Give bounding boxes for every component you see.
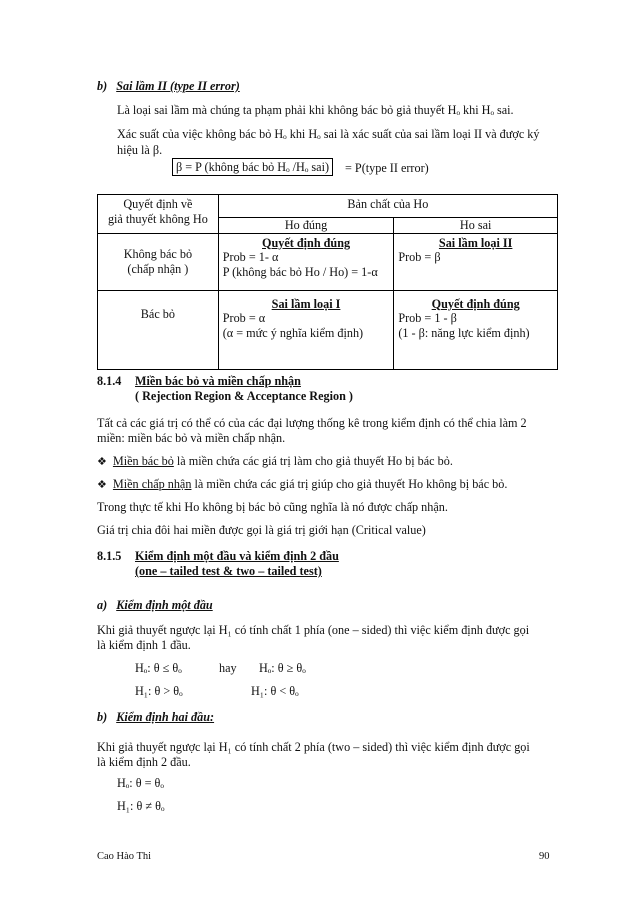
table-header-row [98, 195, 558, 218]
section-prefix: a) [97, 598, 108, 612]
decision-table [97, 194, 558, 370]
cell-title: Sai lầm loại I [271, 296, 341, 311]
beta-formula-box: β = P (không bác bỏ Hₒ /Hₒ sai) [172, 158, 333, 176]
bullet-term: Miền chấp nhận [112, 477, 192, 491]
cell-type2-error [394, 233, 558, 290]
hypothesis: Hₒ: θ ≤ θₒ [135, 661, 182, 675]
paragraph-line: là kiểm định 2 đầu. [97, 755, 191, 769]
bullet-item [97, 477, 507, 492]
cell-line: Prob = 1- α [222, 250, 279, 264]
paragraph-line: hiệu là β. [117, 143, 163, 157]
section-814-heading [97, 374, 301, 388]
section-subtitle: ( Rejection Region & Acceptance Region ) [135, 389, 353, 403]
cell-correct-decision [218, 233, 394, 290]
beta-formula-rest: = P(type II error) [345, 161, 429, 175]
header-decision-line: giả thuyết không Ho [107, 211, 208, 226]
footer-author: Cao Hào Thi [97, 851, 152, 862]
hypothesis: H₁: θ < θₒ [251, 684, 299, 698]
bullet-item [97, 454, 453, 469]
diamond-bullet-icon: ❖ [97, 455, 107, 468]
section-b2-heading [97, 710, 214, 724]
hypothesis: Hₒ: θ = θₒ [117, 776, 164, 790]
row-label-reject: Bác bỏ [98, 290, 219, 369]
section-title: Miền bác bỏ và miền chấp nhận [135, 374, 301, 388]
diamond-bullet-icon: ❖ [97, 478, 107, 491]
table-row [98, 233, 558, 290]
hay-word: hay [219, 661, 237, 675]
row-label-accept [98, 233, 219, 290]
cell-title: Sai lầm loại II [438, 235, 513, 250]
section-b-heading [97, 79, 240, 93]
bullet-text: là miền chứa các giá trị làm cho giả thuyết Ho bị bác bỏ. [173, 454, 453, 468]
header-nature-cell: Bản chất của Ho [218, 195, 557, 218]
paragraph-line: Tất cả các giá trị có thể có của các đại lượng thống kê trong kiểm định có thể chia làm 2 [97, 416, 527, 430]
row-label-line: Không bác bỏ [123, 247, 193, 261]
row-label-line: (chấp nhận ) [127, 261, 189, 276]
section-title: Kiểm định một đầu [116, 598, 213, 612]
header-decision-line: Quyết định về [123, 197, 193, 211]
bullet-term: Miền bác bỏ [112, 454, 174, 468]
cell-correct-decision [394, 290, 558, 369]
cell-type1-error [218, 290, 394, 369]
section-number: 8.1.4 [97, 374, 122, 388]
paragraph-line: miền: miền bác bỏ và miền chấp nhận. [97, 431, 286, 445]
section-prefix: b) [97, 79, 108, 93]
paragraph-line: Khi giả thuyết ngược lại H₁ có tính chất 1 phía (one – sided) thì việc kiểm định được gọi [97, 623, 530, 637]
paragraph-line: Trong thực tế khi Ho không bị bác bỏ cũng nghĩa là nó được chấp nhận. [97, 500, 448, 514]
cell-title: Quyết định đúng [431, 296, 520, 311]
paragraph-line: là kiểm định 1 đầu. [97, 638, 191, 652]
paragraph-line: Xác suất của việc không bác bỏ Hₒ khi Hₒ sai là xác suất của sai lầm loại II và được ký [117, 127, 540, 141]
col-ho-true: Ho đúng [218, 218, 394, 234]
bullet-text: là miền chứa các giá trị giúp cho giả thuyết Ho không bị bác bỏ. [191, 477, 508, 491]
section-subtitle: (one – tailed test & two – tailed test) [135, 564, 322, 578]
cell-line: (α = mức ý nghĩa kiểm định) [222, 325, 364, 340]
cell-line: Prob = 1 - β [398, 311, 457, 325]
page-number: 90 [539, 851, 550, 862]
paragraph-line: Giá trị chia đôi hai miền được gọi là giá trị giới hạn (Critical value) [97, 523, 426, 537]
header-decision-cell [98, 195, 219, 234]
section-title: Sai lầm II (type II error) [116, 79, 240, 93]
paragraph-line: Là loại sai lầm mà chúng ta phạm phải khi không bác bỏ giả thuyết Hₒ khi Hₒ sai. [117, 103, 514, 117]
section-title: Kiểm định một đầu và kiểm định 2 đầu [135, 549, 339, 563]
paragraph-line: Khi giả thuyết ngược lại H₁ có tính chất 2 phía (two – sided) thì việc kiểm định được gọi [97, 740, 530, 754]
cell-title: Quyết định đúng [262, 235, 351, 250]
cell-line: Prob = α [222, 311, 266, 325]
section-title: Kiểm định hai đầu: [116, 710, 215, 724]
section-prefix: b) [97, 710, 108, 724]
hypothesis: H₁: θ ≠ θₒ [117, 799, 165, 813]
section-a-heading [97, 598, 213, 612]
cell-line: P (không bác bỏ Ho / Ho) = 1-α [222, 264, 378, 279]
cell-line: Prob = β [398, 250, 441, 264]
table-row [98, 290, 558, 369]
section-815-heading [97, 549, 339, 563]
hypothesis: Hₒ: θ ≥ θₒ [259, 661, 306, 675]
cell-line: (1 - β: năng lực kiểm định) [398, 325, 530, 340]
section-number: 8.1.5 [97, 549, 122, 563]
col-ho-false: Ho sai [394, 218, 558, 234]
hypothesis: H₁: θ > θₒ [135, 684, 183, 698]
